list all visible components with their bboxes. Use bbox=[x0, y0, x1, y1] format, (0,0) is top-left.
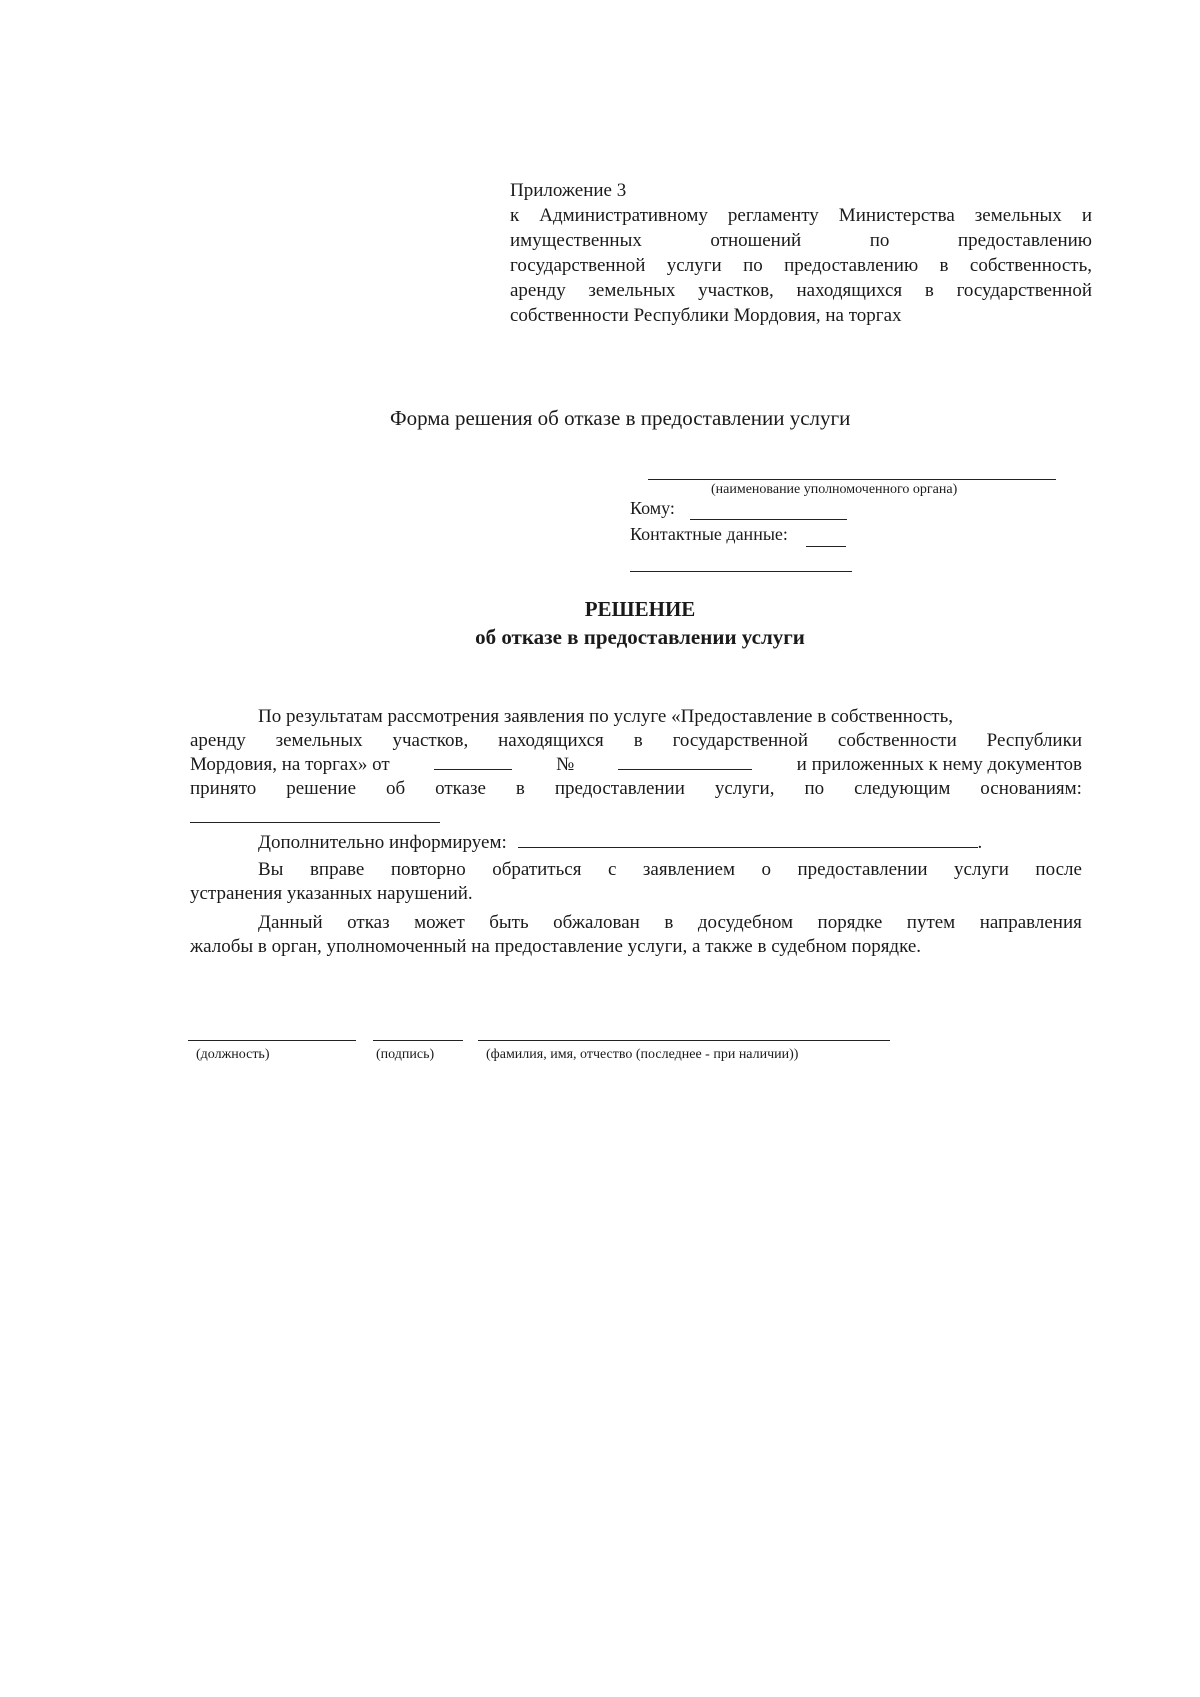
appendix-line bbox=[510, 253, 1092, 278]
paragraph-line: устранения указанных нарушений. bbox=[190, 883, 473, 904]
word: решение bbox=[286, 778, 357, 799]
word: находящихся bbox=[498, 730, 604, 751]
text-fragment: и приложенных к нему документов bbox=[796, 754, 1082, 775]
paragraph-line bbox=[190, 753, 1082, 777]
word: Данный bbox=[258, 912, 323, 933]
word: имущественных bbox=[510, 230, 642, 251]
contacts-field bbox=[630, 524, 788, 545]
word: об bbox=[385, 778, 406, 799]
word: предоставлению bbox=[784, 255, 919, 276]
signature-line bbox=[373, 1040, 463, 1041]
appendix-line bbox=[510, 278, 1092, 303]
word: в bbox=[924, 280, 934, 301]
word: по bbox=[869, 230, 890, 251]
word: Вы bbox=[258, 859, 284, 880]
decision-heading bbox=[0, 595, 1200, 651]
word: в bbox=[515, 778, 525, 799]
organ-name-caption: (наименование уполномоченного органа) bbox=[711, 482, 958, 497]
word: отказе bbox=[435, 778, 486, 799]
to-field-line bbox=[690, 519, 847, 520]
additional-info-blank bbox=[518, 831, 978, 848]
word: Министерства bbox=[838, 205, 955, 226]
appeal-paragraph bbox=[190, 911, 1082, 959]
additional-info-line bbox=[190, 831, 1082, 855]
number-sign: № bbox=[556, 754, 575, 775]
decision-title: РЕШЕНИЕ bbox=[584, 597, 696, 621]
word: заявлением bbox=[642, 859, 735, 880]
word: Республики bbox=[986, 730, 1082, 751]
word: досудебном bbox=[697, 912, 794, 933]
signature-caption: (подпись) bbox=[376, 1047, 435, 1062]
paragraph-line bbox=[190, 777, 1082, 801]
text-fragment: Мордовия, на торгах» от bbox=[190, 754, 390, 775]
word: предоставлении bbox=[554, 778, 685, 799]
word: аренду bbox=[510, 280, 566, 301]
word: участков, bbox=[698, 280, 774, 301]
appendix-line bbox=[510, 203, 1092, 228]
word: может bbox=[414, 912, 465, 933]
word: государственной bbox=[510, 255, 646, 276]
word: участков, bbox=[392, 730, 469, 751]
full-name-caption: (фамилия, имя, отчество (последнее - при наличии)) bbox=[486, 1047, 799, 1062]
word: земельных bbox=[974, 205, 1062, 226]
word: предоставлении bbox=[797, 859, 928, 880]
organ-name-line bbox=[648, 479, 1056, 480]
word: государственной bbox=[956, 280, 1092, 301]
word: отношений bbox=[710, 230, 802, 251]
paragraph-line: По результатам рассмотрения заявления по услуге «Предоставление в собственность, bbox=[258, 706, 954, 727]
word: и bbox=[1081, 205, 1092, 226]
additional-info-label: Дополнительно информируем: bbox=[258, 832, 507, 853]
word: регламенту bbox=[727, 205, 819, 226]
paragraph-line: жалобы в орган, уполномоченный на предоставление услуги, а также в судебном порядке. bbox=[190, 936, 922, 957]
date-blank bbox=[434, 753, 512, 770]
word: путем bbox=[906, 912, 956, 933]
word: земельных bbox=[588, 280, 676, 301]
word: с bbox=[607, 859, 617, 880]
word: обжалован bbox=[553, 912, 640, 933]
decision-paragraph bbox=[190, 705, 1082, 801]
full-name-line bbox=[478, 1040, 890, 1041]
to-label: Кому: bbox=[630, 498, 675, 518]
number-blank bbox=[618, 753, 752, 770]
word: быть bbox=[489, 912, 529, 933]
contacts-extra-line bbox=[630, 571, 852, 572]
paragraph-line bbox=[190, 831, 1082, 855]
word: находящихся bbox=[796, 280, 903, 301]
word: к bbox=[510, 205, 520, 226]
form-title: Форма решения об отказе в предоставлении услуги bbox=[390, 406, 851, 430]
paragraph-line bbox=[190, 858, 1082, 882]
contacts-label: Контактные данные: bbox=[630, 524, 788, 544]
word: услуги bbox=[954, 859, 1009, 880]
period: . bbox=[977, 832, 983, 853]
word: после bbox=[1035, 859, 1082, 880]
word: отказ bbox=[347, 912, 390, 933]
word: услуги bbox=[666, 255, 722, 276]
appendix-line bbox=[510, 228, 1092, 253]
word: о bbox=[761, 859, 771, 880]
word: в bbox=[939, 255, 949, 276]
contacts-field-line bbox=[806, 546, 846, 547]
word: обратиться bbox=[492, 859, 582, 880]
word: по bbox=[743, 255, 763, 276]
appendix-last-line: собственности Республики Мордовия, на торгах bbox=[510, 305, 902, 326]
word: по bbox=[804, 778, 825, 799]
word: земельных bbox=[275, 730, 363, 751]
appendix-header bbox=[510, 178, 1092, 328]
word: следующим bbox=[854, 778, 951, 799]
word: направления bbox=[979, 912, 1082, 933]
position-line bbox=[188, 1040, 356, 1041]
word: основаниям: bbox=[980, 778, 1082, 799]
to-field bbox=[630, 498, 675, 519]
paragraph-line bbox=[190, 729, 1082, 753]
appendix-title: Приложение 3 bbox=[510, 180, 627, 201]
word: собственности bbox=[837, 730, 957, 751]
word: принято bbox=[190, 778, 257, 799]
decision-subtitle: об отказе в предоставлении услуги bbox=[475, 625, 805, 649]
word: предоставлению bbox=[957, 230, 1092, 251]
grounds-blank-line bbox=[190, 822, 440, 823]
word: собственность, bbox=[969, 255, 1092, 276]
word: услуги, bbox=[714, 778, 775, 799]
word: вправе bbox=[309, 859, 365, 880]
word: аренду bbox=[190, 730, 246, 751]
paragraph-line bbox=[190, 911, 1082, 935]
reapply-paragraph bbox=[190, 858, 1082, 906]
word: в bbox=[664, 912, 674, 933]
word: государственной bbox=[672, 730, 809, 751]
word: повторно bbox=[390, 859, 466, 880]
word: Административному bbox=[539, 205, 708, 226]
position-caption: (должность) bbox=[196, 1047, 270, 1062]
word: порядке bbox=[817, 912, 883, 933]
word: в bbox=[633, 730, 643, 751]
